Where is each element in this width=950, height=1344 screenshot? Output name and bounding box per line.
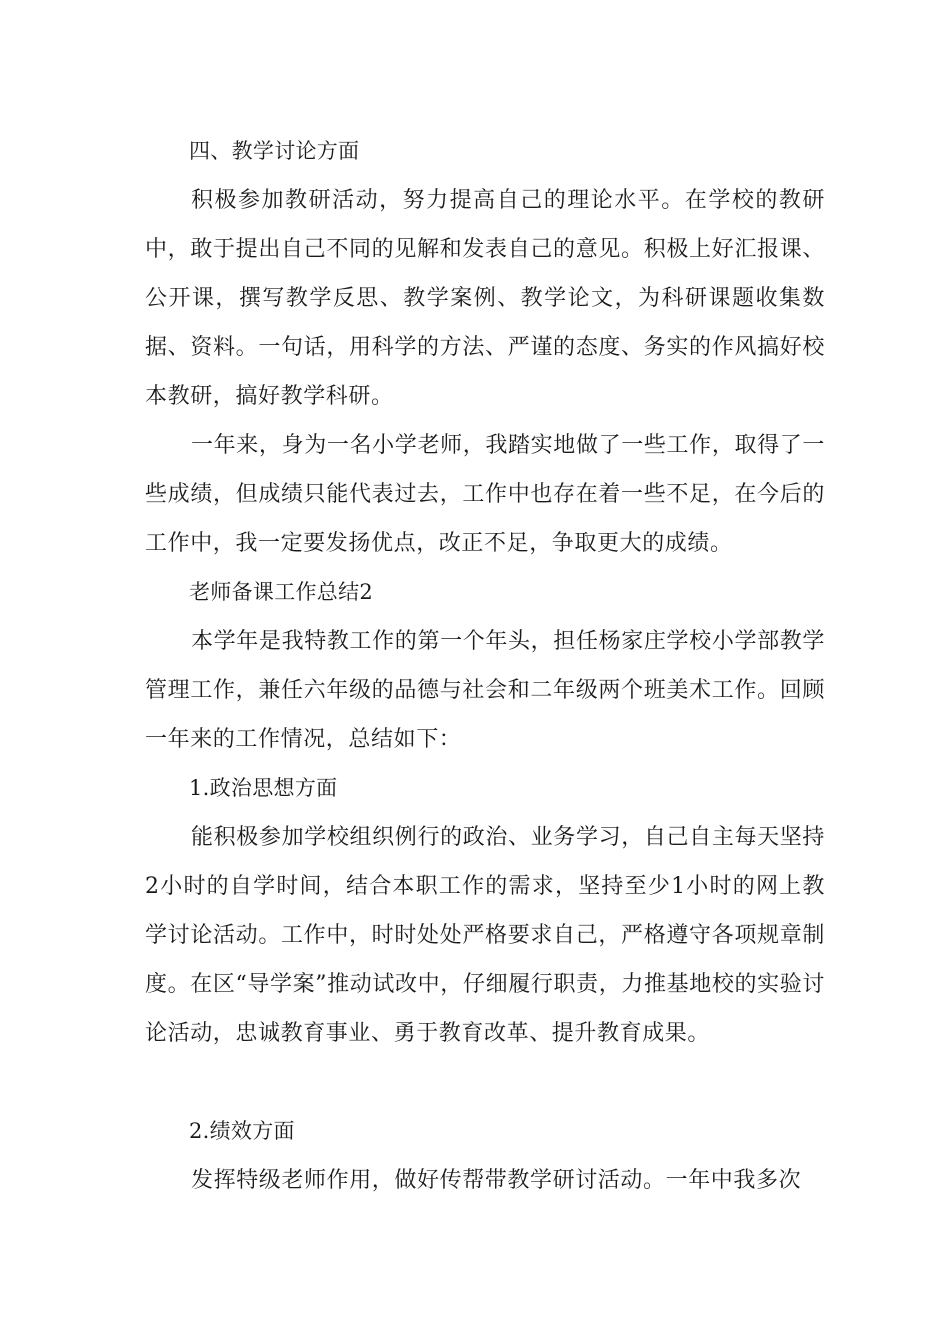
paragraph-teaching-research: 积极参加教研活动，努力提高自己的理论水平。在学校的教研中，敢于提出自己不同的见解和发表自己的意见。积极上好汇报课、公开课，撰写教学反思、教学案例、教学论文，为科研课题收集数据、资料。一句话，用科学的方法、严谨的态度、务实的作风搞好校本教研，搞好教学科研。 bbox=[145, 188, 825, 409]
paragraph-year-summary: 一年来，身为一名小学老师，我踏实地做了一些工作，取得了一些成绩，但成绩只能代表过去，工作中也存在着一些不足，在今后的工作中，我一定要发扬优点，改正不足，争取更大的成绩。 bbox=[145, 433, 825, 556]
paragraph-article-intro: 本学年是我特教工作的第一个年头，担任杨家庄学校小学部教学管理工作，兼任六年级的品德与社会和二年级两个班美术工作。回顾一年来的工作情况，总结如下： bbox=[145, 629, 825, 752]
section-heading-teaching-discussion: 四、教学讨论方面 bbox=[189, 139, 360, 163]
article-title: 老师备课工作总结2 bbox=[189, 580, 374, 604]
document-body bbox=[145, 127, 825, 1205]
paragraph-political: 能积极参加学校组织例行的政治、业务学习，自己自主每天坚持2小时的自学时间，结合本职工作的需求，坚持至少1小时的网上教学讨论活动。工作中，时时处处严格要求自己，严格遵守各项规章制度。在区“导学案”推动试改中，仔细履行职责，力推基地校的实验讨论活动，忠诚教育事业、勇于教育改革、提升教育成果。 bbox=[145, 825, 825, 1046]
paragraph-performance: 发挥特级老师作用，做好传帮带教学研讨活动。一年中我多次 bbox=[191, 1168, 802, 1193]
subsection-heading-political: 1.政治思想方面 bbox=[189, 776, 338, 800]
subsection-heading-performance: 2.绩效方面 bbox=[189, 1119, 295, 1143]
paragraph-gap bbox=[145, 1058, 825, 1107]
